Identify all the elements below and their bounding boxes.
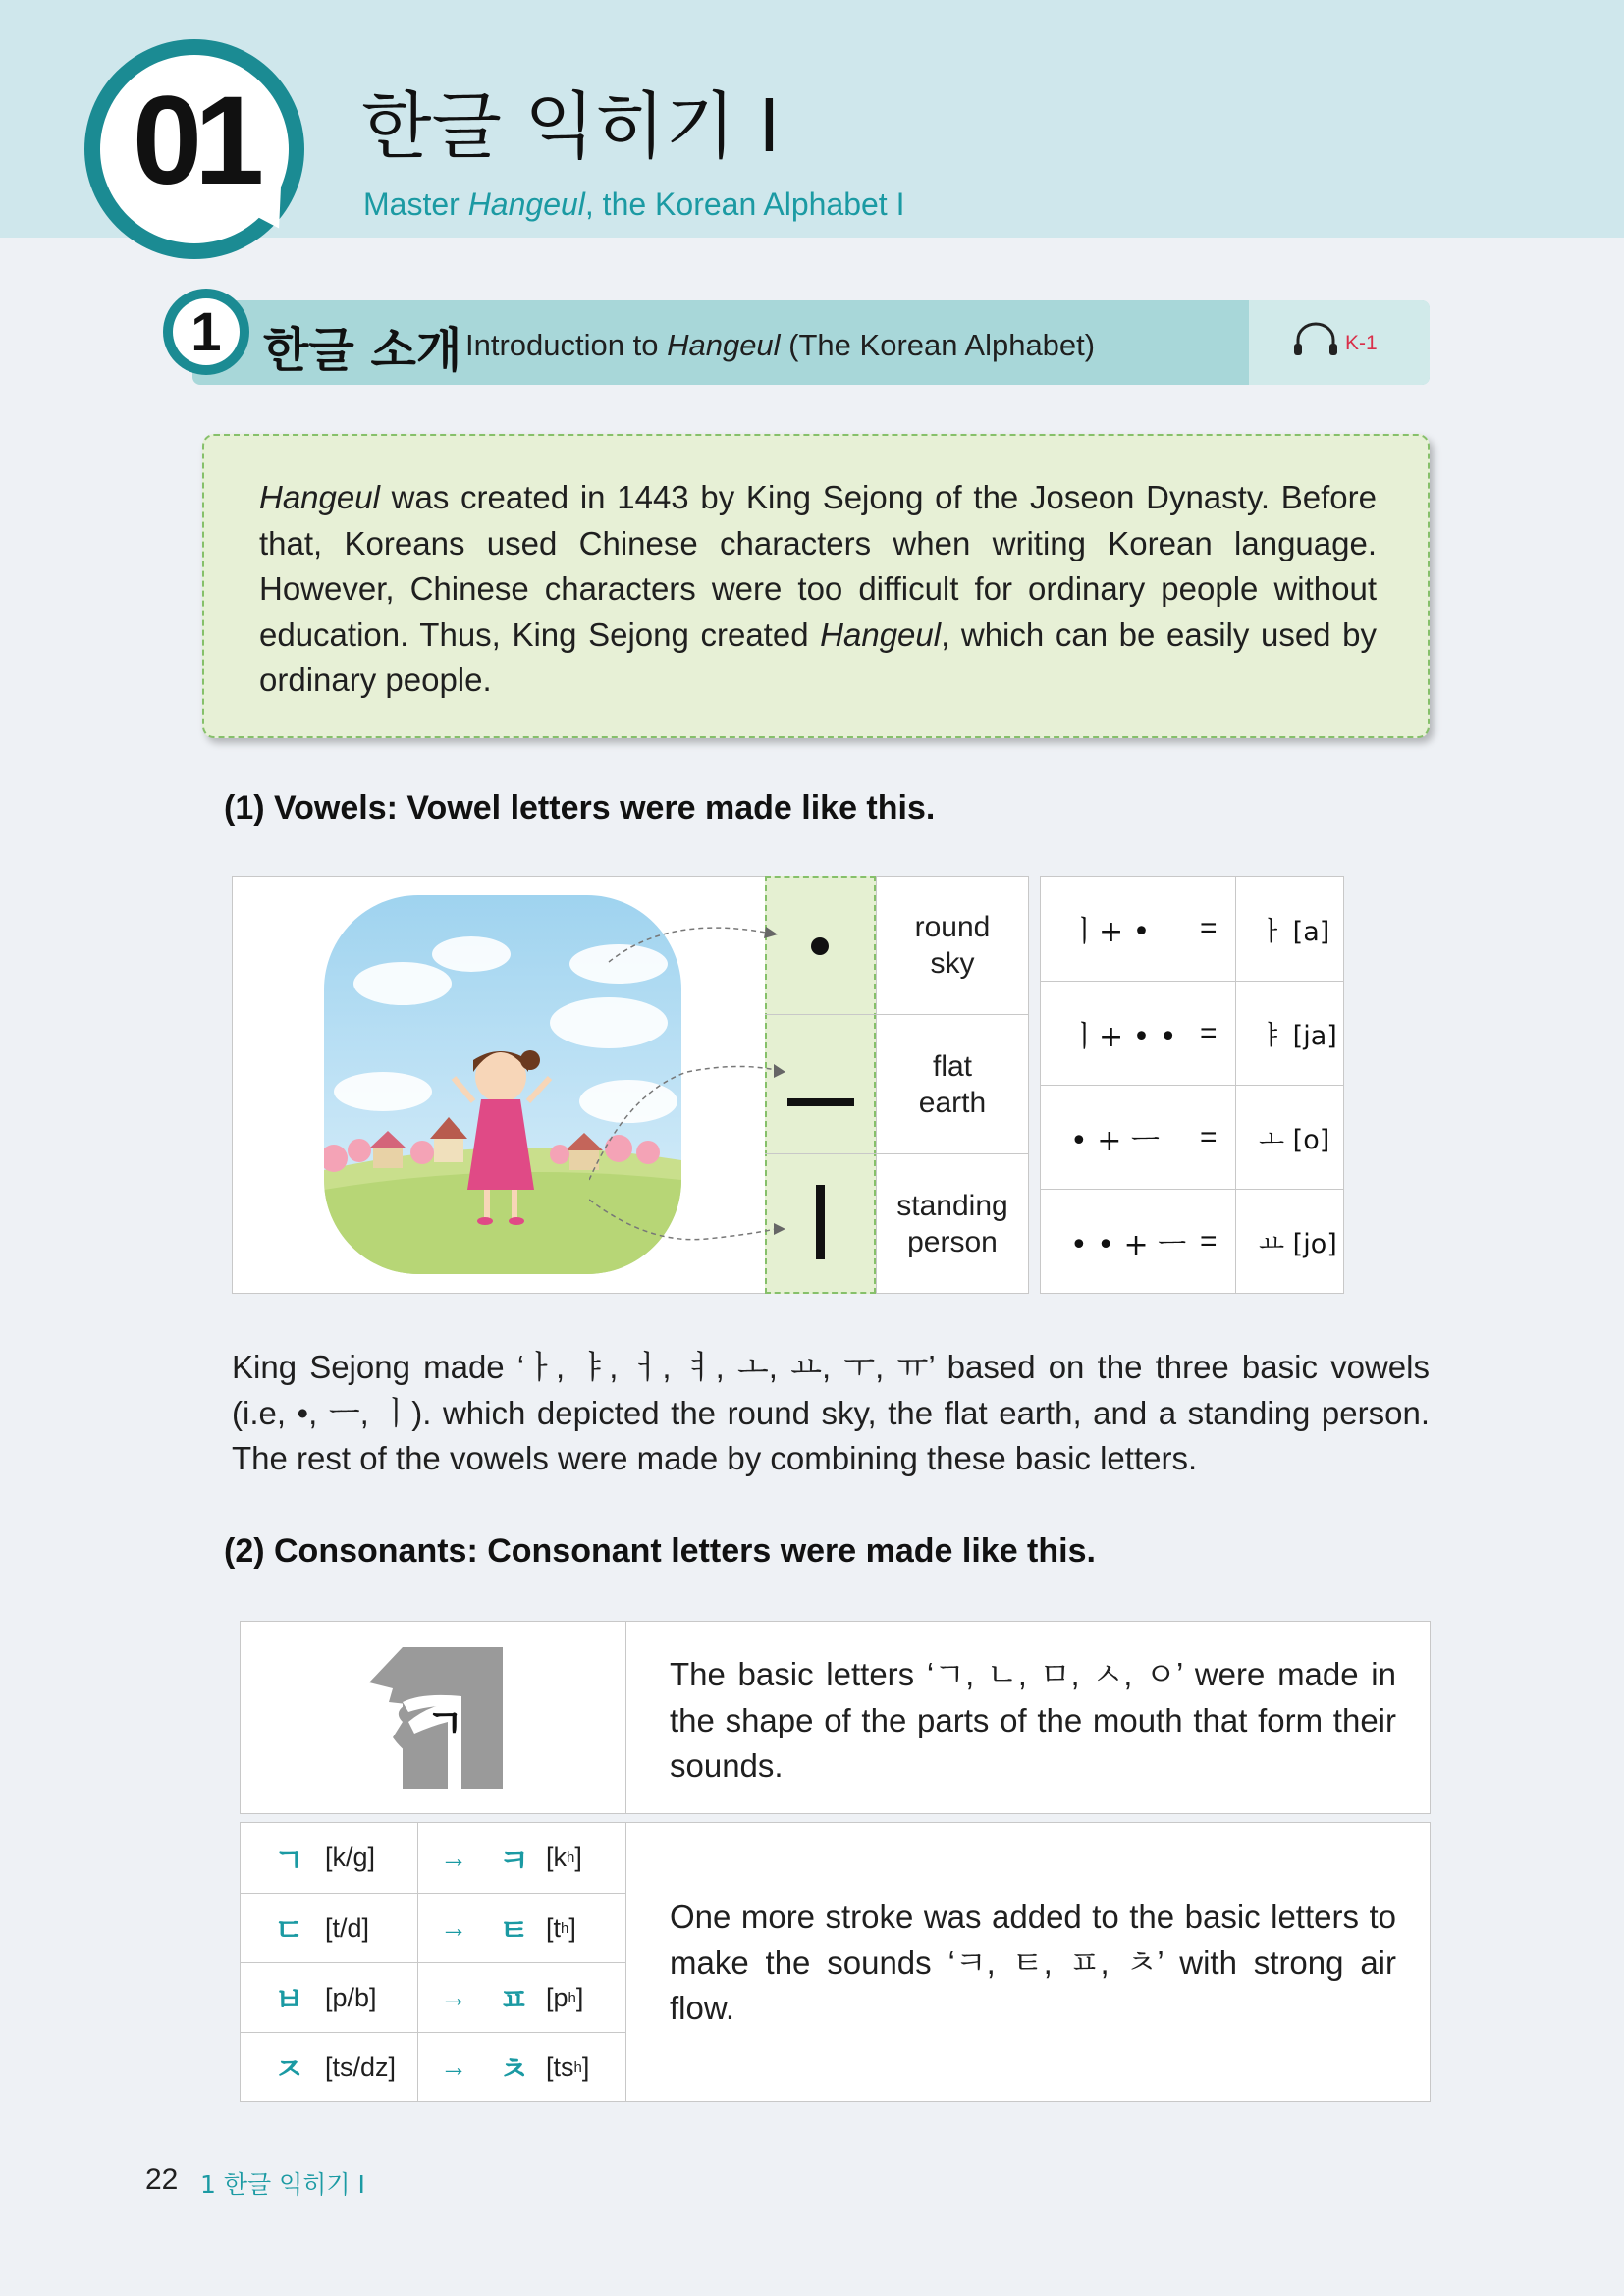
footer-chapter-label: 1 한글 익히기 I (200, 2170, 365, 2199)
combo-result: ㅏ [a] (1259, 916, 1330, 947)
audio-track-label[interactable]: K-1 (1345, 332, 1378, 354)
basic-consonant: ㄷ (274, 1911, 304, 1949)
intro-em-2: Hangeul (820, 615, 942, 653)
table-row (1041, 981, 1343, 1085)
table-row (1041, 1189, 1343, 1293)
aspirated-consonant: ㅋ (499, 1841, 529, 1879)
section-title-korean: 한글 소개 (263, 323, 462, 378)
combo-formula: • + ㅡ (1070, 1123, 1160, 1158)
combo-formula: • • + ㅡ (1070, 1227, 1187, 1262)
mouth-letter: ㄱ (426, 1701, 464, 1746)
vowels-heading: (1) Vowels: Vowel letters were made like this. (224, 789, 936, 827)
combo-result: ㅑ [ja] (1259, 1021, 1337, 1051)
table-row (1041, 877, 1343, 981)
basic-consonant-ipa: [ts/dz] (325, 2052, 397, 2082)
table-row (241, 1962, 626, 2032)
combo-equals: = (1200, 1224, 1218, 1257)
table-row (1041, 1085, 1343, 1189)
combo-formula: ㅣ+ • (1070, 915, 1151, 949)
basic-consonant-ipa: [p/b] (325, 1982, 377, 2012)
vowel-row-divider (765, 1153, 1028, 1154)
chapter-subtitle: Master Hangeul, the Korean Alphabet I (363, 187, 905, 222)
vowel-meaning-sky: round sky (914, 911, 991, 980)
combo-result: ㅛ [jo] (1259, 1229, 1337, 1259)
aspirated-consonant: ㅊ (499, 2051, 529, 2088)
table-row (241, 1823, 626, 1893)
round-sky-dot (811, 937, 829, 955)
combo-equals: = (1200, 1016, 1218, 1049)
basic-consonant: ㅂ (274, 1981, 304, 2018)
vowel-meaning-earth: flat earth (918, 1050, 987, 1119)
aspirated-consonant-ipa: [t h ] (546, 1912, 576, 1943)
arrow-right-icon: → (440, 1982, 467, 2012)
aspirated-consonant-ipa: [ts h ] (546, 2052, 590, 2082)
table-row (241, 1893, 626, 1962)
cons-col-divider (625, 1621, 626, 1814)
basic-consonant-ipa: [t/d] (325, 1912, 370, 1943)
aspirated-consonant-ipa: [p h ] (546, 1982, 584, 2012)
standing-person-bar (816, 1185, 825, 1259)
intro-text-2: , which can be easily used by ordinary people. (259, 615, 1377, 698)
arrow-right-icon: → (440, 2052, 467, 2082)
combo-equals: = (1200, 1120, 1218, 1153)
dotted-arrows (589, 895, 785, 1258)
section-number: 1 (173, 298, 240, 365)
consonants-heading: (2) Consonants: Consonant letters were made like this. (224, 1532, 1096, 1570)
aspirated-consonant-ipa: [k h ] (546, 1842, 582, 1872)
basic-consonant: ㄱ (274, 1841, 304, 1879)
headphone-icon[interactable] (1292, 322, 1339, 357)
chapter-title: 한글 익히기 I (361, 84, 781, 169)
vowel-combination-table (1040, 876, 1344, 1294)
arrow-right-icon: → (440, 1912, 467, 1943)
basic-consonant-ipa: [k/g] (325, 1842, 376, 1872)
table-row (241, 2032, 626, 2102)
consonants-basic-text: The basic letters ‘ㄱ, ㄴ, ㅁ, ㅅ, ㅇ’ were made in the shape of the parts of the mouth that form their sounds. (670, 1656, 1396, 1784)
section-title-english: Introduction to Hangeul (The Korean Alphabet) (465, 328, 1096, 362)
aspirated-consonant: ㅍ (499, 1981, 529, 2018)
vowel-row-divider (765, 1014, 1028, 1015)
combo-equals: = (1200, 912, 1218, 944)
arrow-right-icon: → (440, 1842, 467, 1873)
combo-result: ㅗ [o] (1259, 1125, 1330, 1155)
page-number: 22 (145, 2163, 179, 2196)
vowel-meaning-person: standing person (896, 1190, 1008, 1258)
intro-text-1: was created in 1443 by King Sejong of the Joseon Dynasty. Before that, Koreans used Chinese characters when writing Korean language. However, Chinese characters were too difficult for ordinary people without education. Thus, King Sejong created (259, 479, 1377, 653)
intro-em: Hangeul (259, 479, 380, 515)
vowels-explanation: King Sejong made ‘ㅏ, ㅑ, ㅓ, ㅕ, ㅗ, ㅛ, ㅜ, ㅠ’ based on the three basic vowels (i.e, •, ㅡ, ㅣ). which depicted the round sky, the flat earth, and a standing person. The rest of the vowels were made by combining these basic letters. (232, 1349, 1430, 1476)
basic-consonant: ㅈ (274, 2051, 304, 2088)
flat-earth-bar (787, 1098, 854, 1106)
consonants-aspirated-text: One more stroke was added to the basic letters to make the sounds ‘ㅋ, ㅌ, ㅍ, ㅊ’ with strong air flow. (670, 1898, 1396, 2026)
aspirated-consonant: ㅌ (499, 1911, 529, 1949)
intro-box (202, 434, 1430, 738)
chapter-number: 01 (132, 71, 257, 211)
section-bar-audio-area (1249, 300, 1430, 385)
combo-formula: ㅣ+ • • (1070, 1019, 1177, 1054)
